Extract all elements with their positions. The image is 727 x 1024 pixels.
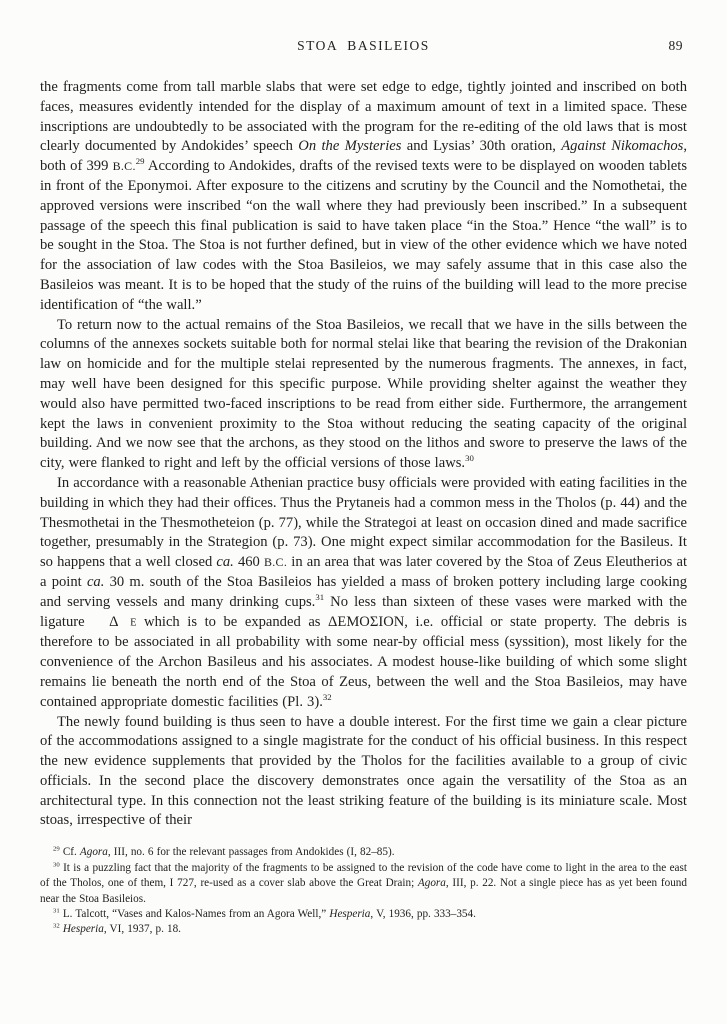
paragraph: the fragments come from tall marble slabs that were set edge to edge, tightly jointed and inscribed on both faces, measures evidently intended for the display of a maximum amount of text in a limited space. These inscriptions are undoubtedly to be associated with the program for the re-editing of the old laws that is most clearly documented by Andokides’ speech On the Mysteries and Lysias’ 30th oration, Against Nikomachos, both of 399 B.C.$^{29}$ According to Andokides, drafts of the revised texts were to be displayed on wooden tablets in front of the Eponymoi. After exposure to the citizens and scrutiny by the Council and the Nomothetai, the approved versions were inscribed “on the wall where they had previously been inscribed.” In a subsequent passage of the speech this final publication is said to have taken place “in the Stoa.” Hence “the wall” is to be sought in the Stoa. The Stoa is not further defined, but in view of the other evidence which we have noted for the association of law codes with the Stoa Basileios, we may safely assume that in this case also the Basileios was meant. It is to be hoped that the study of the ruins of the building will lead to the more precise identification of “the wall.” bbox=[40, 79, 688, 313]
footnote: $^{30}$ It is a puzzling fact that the majority of the fragments to be assigned to the revision of the code have come to light in the area to the east of the Tholos, one of them, I 727, re-used as a cover slab above the Great Drain; Agora, III, p. 22. Not a single piece has as yet been found near the Stoa Basileios. bbox=[40, 860, 687, 905]
paragraph: In accordance with a reasonable Athenian practice busy officials were provided with eating facilities in the building in which they had their offices. Thus the Prytaneis had a common mess in the Tholos (p. 44) and the Thesmothetai in the Thesmotheteion (p. 77), while the Strategoi at least on occasion dined and made sacrifice together, presumably in the Strategion (p. 73). One might expect similar accommodation for the Basileus. It so happens that a well closed ca. 460 B.C. in an area that was later covered by the Stoa of Zeus Eleutherios at a point ca. 30 m. south of the Stoa Basileios has yielded a mass of broken pottery including large cooking and serving vessels and many drinking cups.$^{31}$ No less than sixteen of these vases were marked with the ligature Δ Ε which is to be expanded as ΔΕΜΟΣΙΟΝ, i.e. official or state property. The debris is therefore to be associated in all probability with some near-by official mess (syssition), most likely for the convenience of the Archon Basileus and his associates. A modest house-like building of which some slight remains lie beneath the north end of the Stoa of Zeus, between the well and the Stoa Basileios, may have contained appropriate domestic facilities (Pl. 3).$^{32}$ bbox=[40, 474, 688, 710]
small-caps-text: B.C. bbox=[112, 159, 136, 174]
footnote-ref: 30 bbox=[465, 453, 474, 464]
paragraph: To return now to the actual remains of the Stoa Basileios, we recall that we have in the sills between the columns of the annexes sockets suitable both for normal stelai like that bearing the revision of the Drakonian law on homicide and for the multiple stelai represented by the numerous fragments. The annexes, in fact, may well have been designed for this specific purpose. While providing shelter against the weather they would also have permitted two-faced inscriptions to be read from either side. Furthermore, the arrangement kept the laws in convenient proximity to the Stoa without reducing the seating capacity of the original building. And we now see that the archons, as they stood on the lithos and swore to preserve the laws of the city, were flanked to right and left by the official versions of those laws.$^{30}$ bbox=[40, 316, 687, 472]
footnote-ref: 29 bbox=[135, 156, 145, 167]
italic-text: ca. bbox=[86, 573, 105, 590]
delta-epsilon-ligature: Δ Ε bbox=[109, 613, 137, 630]
footnote: $^{29}$ Cf. Agora, III, no. 6 for the relevant passages from Andokides (I, 82–85). bbox=[53, 845, 395, 859]
paragraph: The newly found building is thus seen to have a double interest. For the first time we gain a clear picture of the accommodations assigned to a single magistrate for the conduct of his official business. In this respect the new evidence supplements that provided by the Tholos for the facilities available to a group of civic officials. In the second place the discovery demonstrates once again the versatility of the Stoa as an architectural type. In this connection not the least striking feature of the building is its miniature scale. Most stoas, irrespective of their bbox=[40, 713, 687, 829]
page-number: 89 bbox=[668, 38, 683, 53]
italic-text: Agora bbox=[79, 846, 108, 859]
footnote-ref: 30 bbox=[53, 860, 60, 868]
footnote: $^{32}$ Hesperia, VI, 1937, p. 18. bbox=[53, 922, 181, 936]
footnote-ref: 32 bbox=[322, 691, 332, 702]
footnote-ref: 31 bbox=[53, 907, 60, 915]
italic-text: ca. bbox=[216, 554, 234, 571]
italic-text: Against Nikomachos bbox=[561, 138, 684, 155]
footnote-ref: 29 bbox=[53, 845, 60, 853]
running-title: STOA BASILEIOS bbox=[297, 38, 430, 53]
italic-text: Hesperia bbox=[62, 923, 104, 936]
footnote-ref: 32 bbox=[53, 922, 60, 930]
body-text bbox=[40, 78, 687, 831]
italic-text: Hesperia bbox=[329, 907, 371, 920]
italic-text: On the Mysteries bbox=[298, 138, 402, 155]
footnote-ref: 31 bbox=[315, 591, 325, 602]
running-header bbox=[40, 38, 687, 54]
small-caps-text: B.C. bbox=[263, 555, 288, 570]
italic-text: Agora bbox=[417, 877, 446, 890]
footnotes bbox=[40, 845, 687, 937]
footnote: $^{31}$ L. Talcott, “Vases and Kalos-Names from an Agora Well,” Hesperia, V, 1936, pp. 333–354. bbox=[53, 907, 476, 920]
